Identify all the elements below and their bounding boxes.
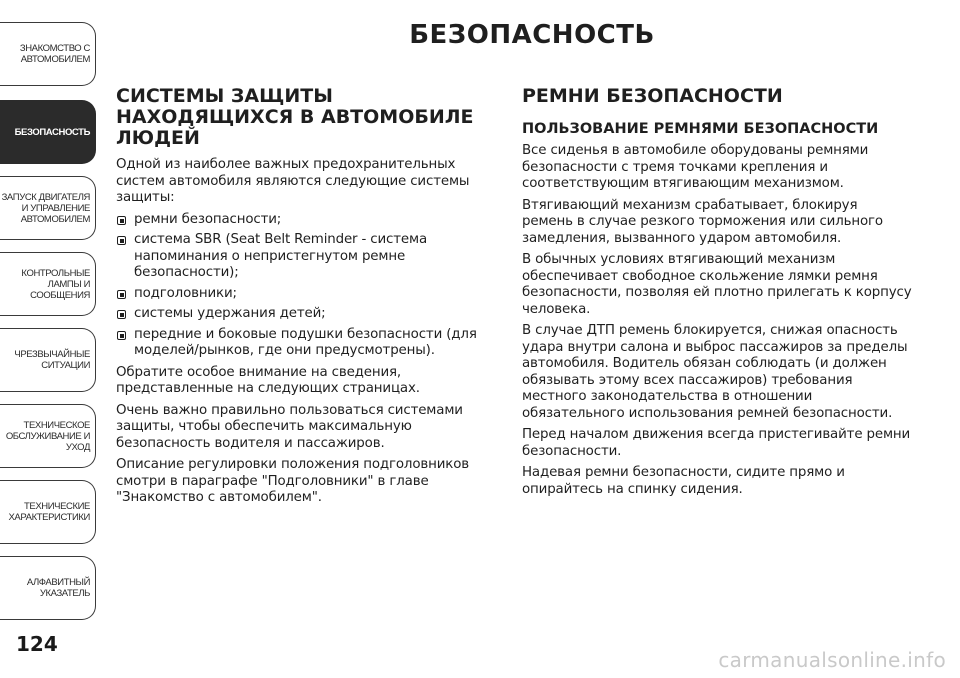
section-heading-protection-systems: СИСТЕМЫ ЗАЩИТЫ НАХОДЯЩИХСЯ В АВТОМОБИЛЕ ЛЮДЕЙ — [116, 85, 474, 149]
list-item: системы удержания детей; — [116, 306, 502, 323]
paragraph: Очень важно правильно пользоваться системами защиты, чтобы обеспечить максимальную безопасность водителя и пассажиров. — [116, 402, 463, 451]
paragraph: Описание регулировки положения подголовников смотри в параграфе "Подголовники" в главе "Знакомство с автомобилем". — [116, 457, 469, 505]
chapter-tabs — [0, 22, 104, 632]
checkbox-bullet-icon — [117, 290, 126, 299]
paragraph: Перед началом движения всегда пристегивайте ремни безопасности. — [522, 427, 911, 459]
tab-emergencies[interactable]: ЧРЕЗВЫЧАЙНЫЕ СИТУАЦИИ — [0, 328, 96, 392]
paragraph: В случае ДТП ремень блокируется, снижая опасность удара внутри салона и выброс пассажиров за пределы автомобиля. Водитель обязан соблюдать (и должен обязывать этому всех пассажиров) требования местного законодательства в отношении обязательного использования ремней безопасности. — [522, 323, 908, 421]
tab-engine-start[interactable]: ЗАПУСК ДВИГАТЕЛЯ И УПРАВЛЕНИЕ АВТОМОБИЛЕМ — [0, 176, 96, 240]
paragraph: Все сиденья в автомобиле оборудованы ремнями безопасности с тремя точками крепления и соответствующим втягивающим механизмом. — [522, 143, 869, 191]
checkbox-bullet-icon — [117, 331, 126, 340]
list-item: ремни безопасности; — [116, 212, 502, 229]
checkbox-bullet-icon — [117, 310, 126, 319]
paragraph: Надевая ремни безопасности, сидите прямо и опирайтесь на спинку сидения. — [522, 465, 845, 497]
paragraph: Втягивающий механизм срабатывает, блокируя ремень в случае резкого торможения или сильного замедления, вызванного ударом автомобиля. — [522, 197, 883, 246]
paragraph: В обычных условиях втягивающий механизм обеспечивает свободное скольжение лямки ремня безопасности, позволяя ей плотно прилегать к корпусу человека. — [522, 252, 912, 317]
page-number: 124 — [16, 632, 58, 656]
subheading-using-seat-belts: ПОЛЬЗОВАНИЕ РЕМНЯМИ БЕЗОПАСНОСТИ — [522, 121, 879, 137]
tab-safety[interactable]: БЕЗОПАСНОСТЬ — [0, 100, 96, 164]
list-item: система SBR (Seat Belt Reminder - система напоминания о непристегнутом ремне безопасности); — [116, 232, 502, 282]
paragraph: Обратите особое внимание на сведения, представленные на следующих страницах. — [116, 364, 420, 396]
tab-warning-lights[interactable]: КОНТРОЛЬНЫЕ ЛАМПЫ И СООБЩЕНИЯ — [0, 252, 96, 316]
left-column — [116, 86, 502, 512]
intro-paragraph: Одной из наиболее важных предохранительных систем автомобиля являются следующие системы защиты: — [116, 157, 470, 205]
page-title: БЕЗОПАСНОСТЬ — [409, 20, 655, 50]
tab-maintenance[interactable]: ТЕХНИЧЕСКОЕ ОБСЛУЖИВАНИЕ И УХОД — [0, 404, 96, 468]
tab-index[interactable]: АЛФАВИТНЫЙ УКАЗАТЕЛЬ — [0, 556, 96, 620]
tab-specifications[interactable]: ТЕХНИЧЕСКИЕ ХАРАКТЕРИСТИКИ — [0, 480, 96, 544]
section-heading-seat-belts: РЕМНИ БЕЗОПАСНОСТИ — [522, 85, 783, 107]
checkbox-bullet-icon — [117, 236, 126, 245]
checkbox-bullet-icon — [117, 216, 126, 225]
watermark: carmanualsonline.info — [718, 648, 946, 672]
protection-systems-list — [116, 212, 502, 360]
list-item: подголовники; — [116, 286, 502, 303]
right-column — [522, 86, 912, 503]
list-item: передние и боковые подушки безопасности (для моделей/рынков, где они предусмотрены). — [116, 327, 502, 360]
tab-vehicle-intro[interactable]: ЗНАКОМСТВО С АВТОМОБИЛЕМ — [0, 22, 96, 86]
